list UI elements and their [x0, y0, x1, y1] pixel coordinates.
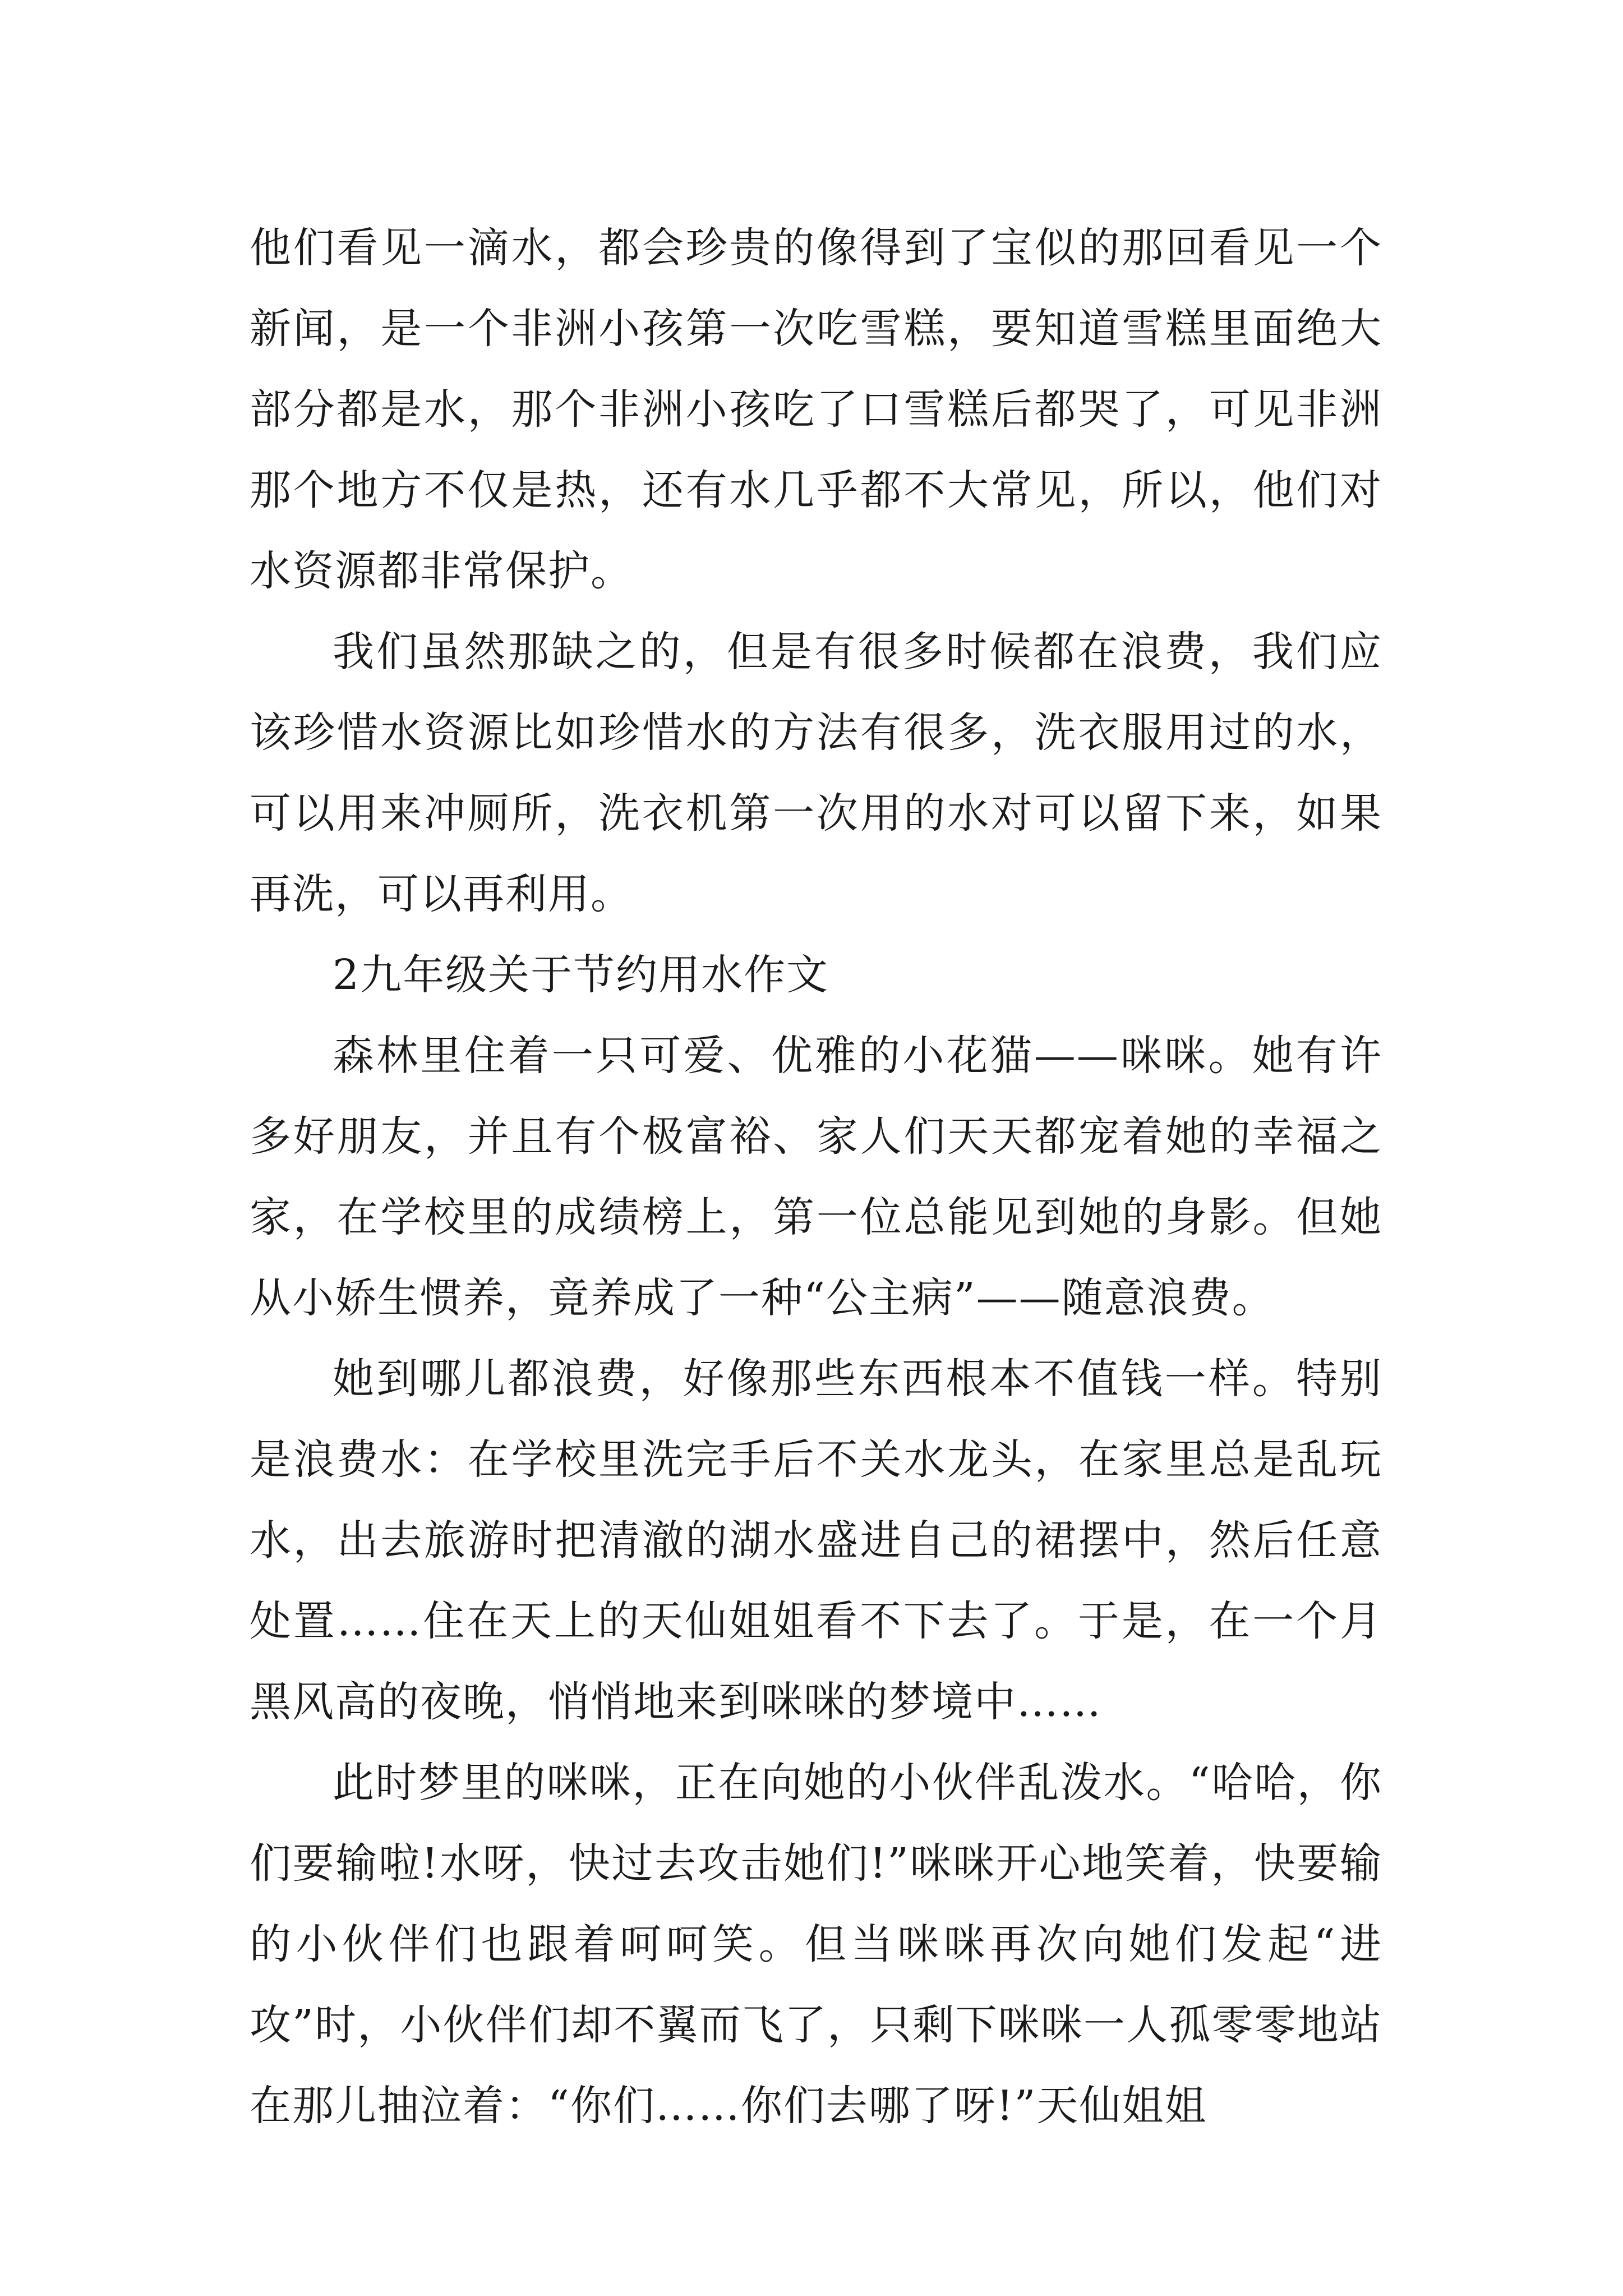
paragraph-cherish-water: 我们虽然那缺之的，但是有很多时候都在浪费，我们应该珍惜水资源比如珍惜水的方法有很多，洗衣服用过的水，可以用来冲厕所，洗衣机第一次用的水对可以留下来，如果再洗，可以再利用。	[250, 628, 1382, 918]
paragraph-wasting-water: 她到哪儿都浪费，好像那些东西根本不值钱一样。特别是浪费水：在学校里洗完手后不关水龙头，在家里总是乱玩水，出去旅游时把清澈的湖水盛进自己的裙摆中，然后任意处置……住在天上的天仙姐姐看不下去了。于是，在一个月黑风高的夜晚，悄悄地来到咪咪的梦境中……	[250, 1355, 1382, 1726]
paragraph-kitten-intro: 森林里住着一只可爱、优雅的小花猫——咪咪。她有许多好朋友，并且有个极富裕、家人们天天都宠着她的幸福之家，在学校里的成绩榜上，第一位总能见到她的身影。但她从小娇生惯养，竟养成了一种“公主病”——随意浪费。	[250, 1032, 1382, 1322]
paragraph-continuation: 他们看见一滴水，都会珍贵的像得到了宝似的那回看见一个新闻，是一个非洲小孩第一次吃雪糕，要知道雪糕里面绝大部分都是水，那个非洲小孩吃了口雪糕后都哭了，可见非洲那个地方不仅是热，还有水几乎都不大常见，所以，他们对水资源都非常保护。	[250, 224, 1382, 595]
paragraph-dream: 此时梦里的咪咪，正在向她的小伙伴乱泼水。“哈哈，你们要输啦!水呀，快过去攻击她们!”咪咪开心地笑着，快要输的小伙伴们也跟着呵呵笑。但当咪咪再次向她们发起“进攻”时，小伙伴们却不翼而飞了，只剩下咪咪一人孤零零地站在那儿抽泣着：“你们……你们去哪了呀!”天仙姐姐	[250, 1759, 1382, 2130]
essay-heading: 2九年级关于节约用水作文	[333, 951, 829, 999]
essay-text	[250, 208, 1382, 2146]
